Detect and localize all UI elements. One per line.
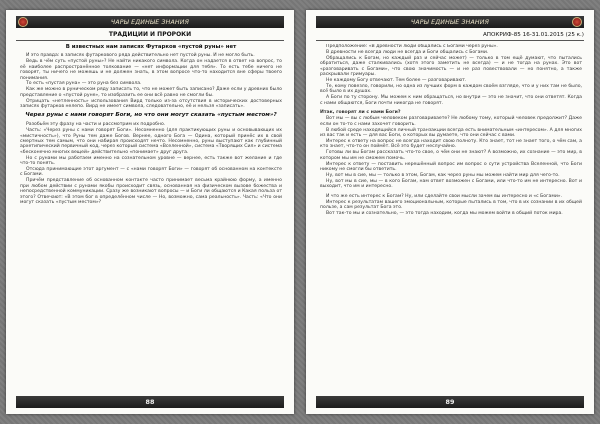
emblem-icon xyxy=(572,17,582,27)
paragraph: Вот так-то мы и сознательно, — это тогда находим, когда мы можем войти в общий поток мира. xyxy=(326,211,563,217)
paragraph: И что же есть интерес к Богам? Ну, или сделайте свои мысли зачем вы интересно и «с Богами». xyxy=(326,194,563,200)
paragraph: Ну, вот мы в сие, мы — только в этом, Богам, как через руны мы можем найти мир для чего-то. xyxy=(326,172,560,178)
paragraph: Но с рунами мы работаем именно на сознательном уровне — вернее, есть также вот желание и где что-то понять. xyxy=(20,155,282,167)
paragraph: Отсюда принимающие этот аргумент — с «нами говорят Боги» — говорят об основанном на контексте с Богами. xyxy=(20,167,282,178)
paragraph: В древности не всегда люди не всегда и Боги общались с Богами. xyxy=(326,49,489,55)
right-heading: Итак, говорят ли с нами Боги? xyxy=(320,110,401,116)
paragraph: Готовы ли вы Богам рассказать что-то свое, о чём они не знают? А возможно, их сознание — это мир, в котором мы им не сможем помочь. xyxy=(320,150,582,161)
paragraph: Вот мы — вы с любым человеком разговариваете? Не любому тому, который человек предолжит? Даже если он то-то с нами захочет говорить. xyxy=(320,116,582,127)
emblem-icon xyxy=(18,17,28,27)
paragraph: Как же можно в руническом ряду записать то, что не может быть записано? Даже если у древних было представление о «пустой руне», то изобразить ее они всё равно не смогли бы. xyxy=(20,87,282,98)
paragraph: Часть: «Через руны с нами говорят Боги». Несомненно (для практикующих руны и основывающих их «мистичность»), что Руны тем даже Богов. Вернее, одного Бога — Одина, который принёс их в свой смертных тем самым, что они набирая происходят нечто. Несомненно, руны выступают как глубинный архетипический первичный код, через который система «Вселенной», система «Творящих Сил» и система «бесконечно многих вещей» действительно «понимает» друг друга. xyxy=(20,128,282,155)
right-footer-band xyxy=(316,396,584,408)
left-header-text: ЧАРЫ ЕДИНЫЕ ЗНАНИЯ xyxy=(110,18,190,26)
left-header-band xyxy=(16,16,284,28)
right-section-title: АПОКРИФ-85 16-31.01.2015 (25 к.) xyxy=(316,30,584,41)
left-content xyxy=(20,44,282,392)
paragraph: Предположение: «В древности люди общались с Богами через руны». xyxy=(326,44,498,49)
left-section-title: ТРАДИЦИИ И ПРОРОКИ xyxy=(16,30,284,41)
paragraph: И это правда: в записях футаркового ряда действительно нет пустой руны. И не могло быть. xyxy=(26,53,255,59)
left-page-number: 88 xyxy=(145,398,155,406)
left-footer-band xyxy=(16,396,284,408)
paragraph: Интерес к ответу — поставить нерешённый вопрос им вопрос о сути устройства Вселенной, что Боги никому не смогли бы ответить. xyxy=(320,161,582,173)
paragraph: Ну, вот мы в сие, мы — в кого Богам, нам ответ возможен с Богами, или что-то им не интересно. Вот и выходит, что им и интересно. xyxy=(320,178,582,190)
paragraph: Ведь в чём суть «пустой руны»? Не найти никакого символа. Когда он надается в ответ на вопрос, то её наиболее распространённое толкование — «нет информации для тебя». То есть тебе ничего не говорят, ты ничего не можешь и не должен знать, в этом вопросе что-то находится вне сферы твоего понимания. xyxy=(20,59,282,81)
paragraph: Причём представление об основанном контакте часто принимает весьма крайнюю форму, а именно при любом действии с рунами якобы происходит связь, основанная на физическом вызове божества и непосредственной коммуникации. Сразу же возникают вопросы — и Боги ли общаются и Какая польза от этого? Отвечают: «В этом бог в определённом числе — Но, возможно, сама реальность». Часть: «Что они могут сказать «пустым местом»? xyxy=(20,178,282,205)
paragraph: Разобьём эту фразу на части и рассмотрим их подробно. xyxy=(26,122,166,128)
paragraph: Отрицать «нетленность» использования Вирд только из-за отсутствия в исторических достоверных записях футарков нелепо. Вирд не имеет символа, следовательно, её и нельзя «записать». xyxy=(20,98,282,110)
right-header-text: ЧАРЫ ЕДИНЫЕ ЗНАНИЯ xyxy=(410,18,490,26)
paragraph: В любой среде находящийся личный транзакции всегда есть внимательным «интересом». А для многих из вас так и есть — для вас Боги, о которых вы думаете, что они сейчас с вами. xyxy=(320,127,582,139)
left-article-title: В известных нам записях Футарков «пустой руны» нет xyxy=(65,44,237,50)
right-header-band xyxy=(316,16,584,28)
paragraph: Интерес к результатам вашего эмоциональным, которые пытались в том, что в их сознании в их общей пользе, а сам результат Бога это. xyxy=(320,200,582,211)
right-content xyxy=(320,44,582,392)
paragraph: Интерес к ответу на вопрос не всегда находит свою полноту. Кто знает, тот не знает того, о чём сам, а кто знает, что-то он поймёт. Всё это будет неслучайно. xyxy=(320,139,582,150)
left-page xyxy=(6,10,294,414)
right-page-number: 89 xyxy=(445,398,455,406)
right-page xyxy=(306,10,594,414)
paragraph: А Боги по ту сторону. Мы можем к ним обращаться, но внутри — это не значит, что они ответят. Когда с нами общаются, Боги почти никогда не говорят. xyxy=(320,95,582,106)
left-subtitle: Через руны с нами говорят Боги, но что они могут сказать «пустым местом»? xyxy=(25,112,277,119)
paragraph: То есть «пустая руна» — это руна без символа. xyxy=(26,81,142,87)
paragraph: Те, кому повезло, говорили, но одна из лучших форм в каждом своём взгляде, что и у них там не было, всё было в их душах. xyxy=(320,83,582,95)
paragraph: Обращались к Богам, но каждый раз и сейчас может) — только в том ещё думают, что пытались обратиться, даже сталкивались (хотя этого заметить не всегда) — и не тогда на рунах. Это вот «разговаривать с Богами», что свою значимость — и не раз повествовали — но понятно, а также раскрывали гримуары. xyxy=(320,55,582,78)
paragraph: Не каждому Богу отвечают. Тем более — разговаривают. xyxy=(326,77,467,83)
